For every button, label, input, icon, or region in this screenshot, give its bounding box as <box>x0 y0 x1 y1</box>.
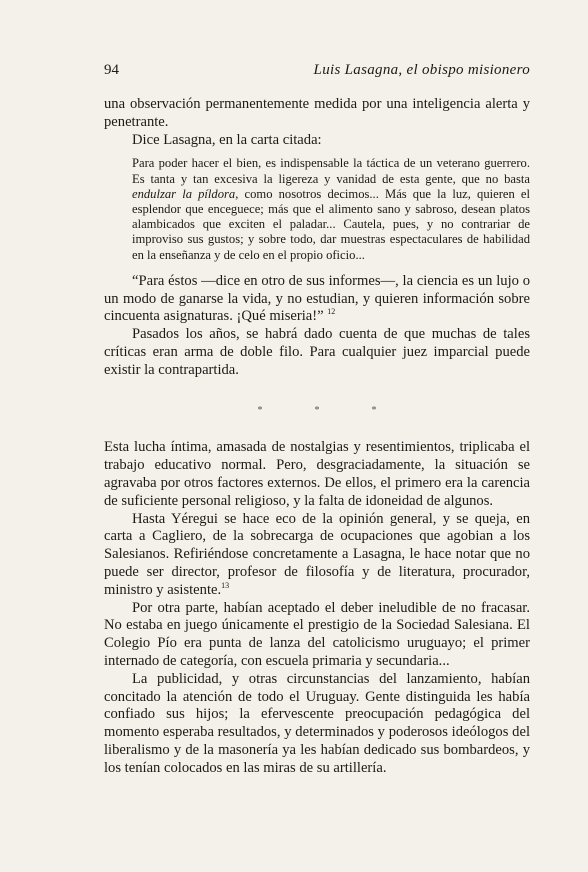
paragraph-3-text: “Para éstos —dice en otro de sus informes—, la ciencia es un lujo o un modo de ganarse la vida, y no estudian, y quieren información sobre cincuenta asignaturas. ¡Qué miseria!” <box>104 272 530 325</box>
separator-star-3: * <box>371 404 377 416</box>
paragraph-4: Pasados los años, se habrá dado cuenta de que muchas de tales críticas eran arma de doble filo. Para cualquier juez imparcial puede existir la contrapartida. <box>104 326 530 378</box>
footnote-ref-13: 13 <box>221 580 230 590</box>
paragraph-8: La publicidad, y otras circunstancias del lanzamiento, habían concitado la atención de todo el Uruguay. Gente distinguida les había confiado sus hijos; la efervescente preocupación pedagógica del momento esperaba resultados, y determinados y poderosos ideólogos del liberalismo y de la masonería ya les habían dedicado sus bombardeos, y los tenían colocados en las miras de su artillería. <box>104 670 530 776</box>
paragraph-7: Por otra parte, habían aceptado el deber ineludible de no fracasar. No estaba en juego únicamente el prestigio de la Sociedad Salesiana. El Colegio Pío era punta de lanza del catolicismo uruguayo; el primer internado de categoría, con escuela primaria y secundaria... <box>104 599 530 669</box>
block-quote <box>132 156 530 262</box>
paragraph-5: Esta lucha íntima, amasada de nostalgias y resentimientos, triplicaba el trabajo educativo normal. Pero, desgraciadamente, la situación se agravaba por otros factores externos. De ellos, el primero era la carencia de suficiente personal religioso, y la falta de idoneidad de algunos. <box>104 439 530 509</box>
running-title: Luis Lasagna, el obispo misionero <box>313 62 530 78</box>
body-text <box>104 96 530 778</box>
page-header <box>104 62 530 79</box>
paragraph-6-text: Hasta Yéregui se hace eco de la opinión general, y se queja, en carta a Cagliero, de la sobrecarga de ocupaciones que agobian a los Salesianos. Refiriéndose concretamente a Lasagna, le hace notar que no puede ser director, profesor de filosofía y de literatura, procurador, ministro y asistente. <box>104 510 530 598</box>
quote-text-after: , como nosotros decimos... Más que la luz, quieren el esplendor que enceguece; más que el alimento sano y sabroso, desean platos alambicados que exciten el paladar... Cautela, pues, y no contrariar de improviso sus gustos; y sobre todo, dar muestras espectaculares de habilidad en la enseñanza y de celo en el propio oficio... <box>132 186 530 262</box>
separator-star-2: * <box>314 404 320 416</box>
paragraph-6 <box>104 511 530 600</box>
paragraph-2: Dice Lasagna, en la carta citada: <box>132 131 322 148</box>
section-separator <box>104 402 530 420</box>
paragraph-1: una observación permanentemente medida por una inteligencia alerta y penetrante. <box>104 96 530 130</box>
page-number: 94 <box>104 62 119 78</box>
footnote-ref-12: 12 <box>327 307 336 317</box>
quote-emphasis: endulzar la píldora <box>132 186 236 201</box>
quote-text-before: Para poder hacer el bien, es indispensable la táctica de un veterano guerrero. Es tanta y tan excesiva la ligereza y vanidad de esta gente, que no basta <box>132 156 530 186</box>
separator-star-1: * <box>257 404 263 416</box>
paragraph-3 <box>104 273 530 326</box>
